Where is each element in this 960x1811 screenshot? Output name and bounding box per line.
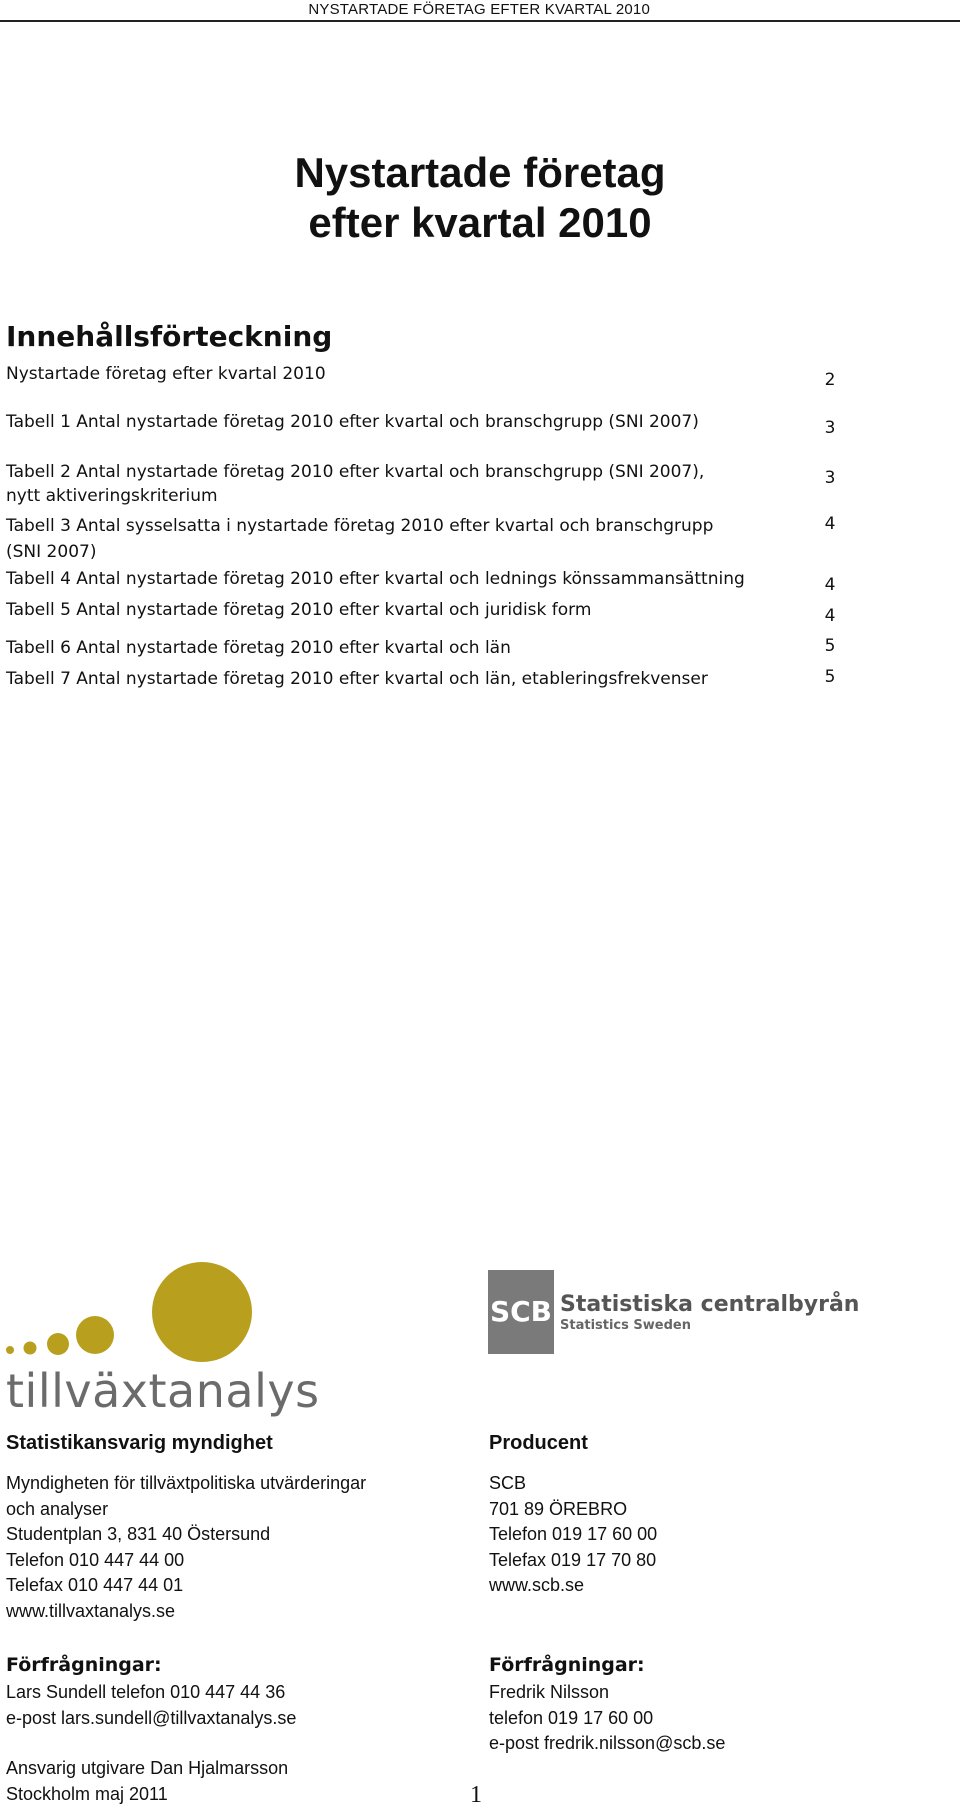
- address-line: Studentplan 3, 831 40 Östersund: [6, 1524, 271, 1544]
- toc-entry-text[interactable]: Tabell 1 Antal nystartade företag 2010 efter kvartal och branschgrupp (SNI 2007): [6, 412, 699, 432]
- address-line: 701 89 ÖREBRO: [489, 1498, 628, 1519]
- toc-entry-text[interactable]: [6, 514, 796, 564]
- toc-entry-text[interactable]: [6, 460, 796, 508]
- logo-dot: [152, 1262, 252, 1362]
- address-line: SCB: [489, 1473, 527, 1493]
- title-line-1: Nystartade företag: [294, 149, 666, 196]
- address-line: Myndigheten för tillväxtpolitiska utvärderingar: [6, 1473, 367, 1493]
- inquiries-heading-left: Förfrågningar:: [6, 1654, 162, 1676]
- toc-entry-page: 4: [824, 514, 836, 534]
- logo-dot: [76, 1316, 114, 1354]
- email-link[interactable]: e-post lars.sundell@tillvaxtanalys.se: [6, 1707, 297, 1728]
- tillvaxtanalys-logo: [6, 1262, 320, 1418]
- inquiries-heading-right: Förfrågningar:: [489, 1654, 645, 1676]
- toc-entry-text[interactable]: Tabell 6 Antal nystartade företag 2010 efter kvartal och län: [6, 638, 511, 658]
- authority-address: [6, 1471, 366, 1624]
- toc-entry-page: 5: [824, 667, 836, 687]
- toc-entry-text[interactable]: Nystartade företag efter kvartal 2010: [6, 364, 326, 384]
- toc-entry-line: (SNI 2007): [6, 542, 97, 562]
- inquiry-line: telefon 019 17 60 00: [489, 1707, 654, 1728]
- toc-entry-page: 2: [824, 370, 836, 390]
- toc-entry-line: nytt aktiveringskriterium: [6, 486, 218, 506]
- page-number: 1: [470, 1782, 482, 1808]
- inquiries-left: [6, 1680, 296, 1731]
- toc-entry-page: 4: [824, 575, 836, 595]
- scb-logo: [488, 1270, 860, 1355]
- logo-dot: [6, 1346, 14, 1354]
- toc-entry-text[interactable]: Tabell 7 Antal nystartade företag 2010 efter kvartal och län, etableringsfrekvenser: [6, 669, 708, 689]
- address-line: Telefon 019 17 60 00: [489, 1524, 658, 1544]
- authority-heading: Statistikansvarig myndighet: [6, 1432, 273, 1454]
- toc-entry-line: Tabell 3 Antal sysselsatta i nystartade företag 2010 efter kvartal och branschgrupp: [6, 516, 714, 536]
- scb-subname: Statistics Sweden: [560, 1318, 691, 1333]
- address-line: Telefon 010 447 44 00: [6, 1549, 185, 1570]
- scb-name: Statistiska centralbyrån: [560, 1292, 860, 1317]
- publisher-line: Ansvarig utgivare Dan Hjalmarsson: [6, 1758, 289, 1778]
- address-line: Telefax 019 17 70 80: [489, 1549, 657, 1570]
- inquiries-right: [489, 1680, 725, 1757]
- scb-mark: SCB: [488, 1270, 554, 1354]
- publisher-line: Stockholm maj 2011: [6, 1783, 168, 1804]
- inquiry-line: Fredrik Nilsson: [489, 1682, 610, 1702]
- logo-dot: [47, 1333, 69, 1355]
- address-line: och analyser: [6, 1498, 109, 1519]
- inquiry-line: Lars Sundell telefon 010 447 44 36: [6, 1682, 286, 1702]
- producer-address: [489, 1471, 657, 1599]
- website-link[interactable]: www.scb.se: [489, 1575, 585, 1595]
- toc-entry-page: 4: [824, 606, 836, 626]
- toc-entry-page: 3: [824, 418, 836, 438]
- website-link[interactable]: www.tillvaxtanalys.se: [6, 1600, 176, 1621]
- toc-entry-page: 3: [824, 468, 836, 488]
- title-line-2: efter kvartal 2010: [308, 199, 652, 246]
- email-link[interactable]: e-post fredrik.nilsson@scb.se: [489, 1733, 726, 1753]
- address-line: Telefax 010 447 44 01: [6, 1575, 184, 1595]
- toc-entry-text[interactable]: Tabell 5 Antal nystartade företag 2010 efter kvartal och juridisk form: [6, 600, 592, 620]
- toc-heading: Innehållsförteckning: [6, 320, 333, 353]
- running-header: [0, 0, 960, 22]
- logo-dot: [24, 1342, 37, 1355]
- toc-entry-line: Tabell 2 Antal nystartade företag 2010 efter kvartal och branschgrupp (SNI 2007),: [6, 462, 705, 482]
- toc-entry-text[interactable]: Tabell 4 Antal nystartade företag 2010 efter kvartal och lednings könssammansättning: [6, 569, 745, 589]
- publisher-info: [6, 1756, 288, 1807]
- producer-heading: Producent: [489, 1432, 588, 1454]
- running-header-text: NYSTARTADE FÖRETAG EFTER KVARTAL 2010: [308, 1, 650, 18]
- toc-entry-page: 5: [824, 636, 836, 656]
- tillvaxtanalys-wordmark: tillväxtanalys: [6, 1364, 320, 1418]
